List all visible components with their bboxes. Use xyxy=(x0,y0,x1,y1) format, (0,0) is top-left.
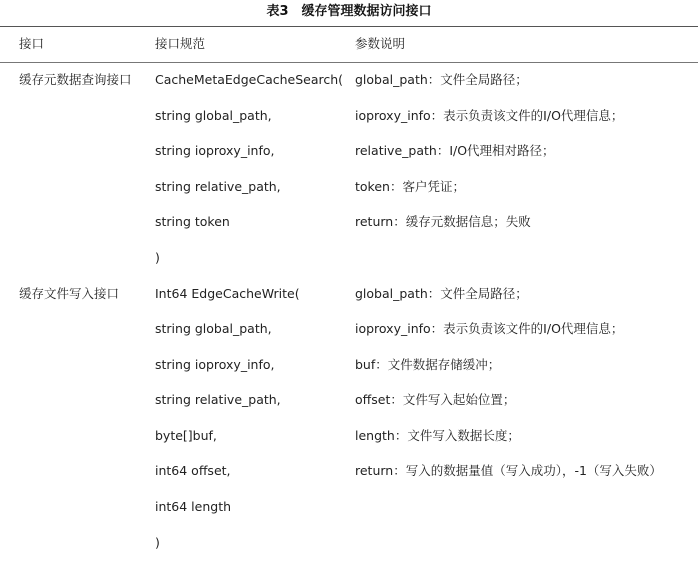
row-2-param-line: length：文件写入数据长度； xyxy=(355,428,520,443)
row-2-interface-name: 缓存文件写入接口 xyxy=(19,286,120,301)
row-1-param-line: ioproxy_info：表示负责该文件的I/O代理信息； xyxy=(355,108,624,123)
row-1-interface-name: 缓存元数据查询接口 xyxy=(19,72,132,87)
header-params: 参数说明 xyxy=(355,36,406,51)
row-2-spec-line: ) xyxy=(155,535,160,550)
row-1-spec-line: string relative_path, xyxy=(155,179,281,194)
row-1-param-line: return：缓存元数据信息；失败 xyxy=(355,214,531,229)
row-2-param-line: ioproxy_info：表示负责该文件的I/O代理信息； xyxy=(355,321,624,336)
row-1-spec-line: string global_path, xyxy=(155,108,272,123)
header-interface: 接口 xyxy=(19,36,45,51)
row-2-spec-line: int64 offset, xyxy=(155,463,231,478)
row-2-spec-line: string relative_path, xyxy=(155,392,281,407)
row-1-param-line: relative_path：I/O代理相对路径； xyxy=(355,143,555,158)
row-1-param-line: token：客户凭证； xyxy=(355,179,465,194)
row-1-param-line: global_path：文件全局路径； xyxy=(355,72,528,87)
header-divider xyxy=(0,62,698,63)
row-2-param-line: global_path：文件全局路径； xyxy=(355,286,528,301)
row-2-spec-line: int64 length xyxy=(155,499,232,514)
row-1-spec-line: CacheMetaEdgeCacheSearch( xyxy=(155,72,344,87)
row-2-spec-line: string ioproxy_info, xyxy=(155,357,275,372)
row-2-spec-line: string global_path, xyxy=(155,321,272,336)
table-caption: 表3 缓存管理数据访问接口 xyxy=(266,4,432,19)
row-2-param-line: buf：文件数据存储缓冲； xyxy=(355,357,501,372)
row-2-spec-line: byte[]buf, xyxy=(155,428,217,443)
row-2-param-line: offset：文件写入起始位置； xyxy=(355,392,516,407)
row-1-spec-line: string ioproxy_info, xyxy=(155,143,275,158)
row-1-spec-line: ) xyxy=(155,250,160,265)
row-2-spec-line: Int64 EdgeCacheWrite( xyxy=(155,286,300,301)
header-spec: 接口规范 xyxy=(155,36,206,51)
table-top-rule xyxy=(0,26,698,27)
row-2-param-line: return：写入的数据量值（写入成功），-1（写入失败） xyxy=(355,463,662,478)
row-1-spec-line: string token xyxy=(155,214,230,229)
